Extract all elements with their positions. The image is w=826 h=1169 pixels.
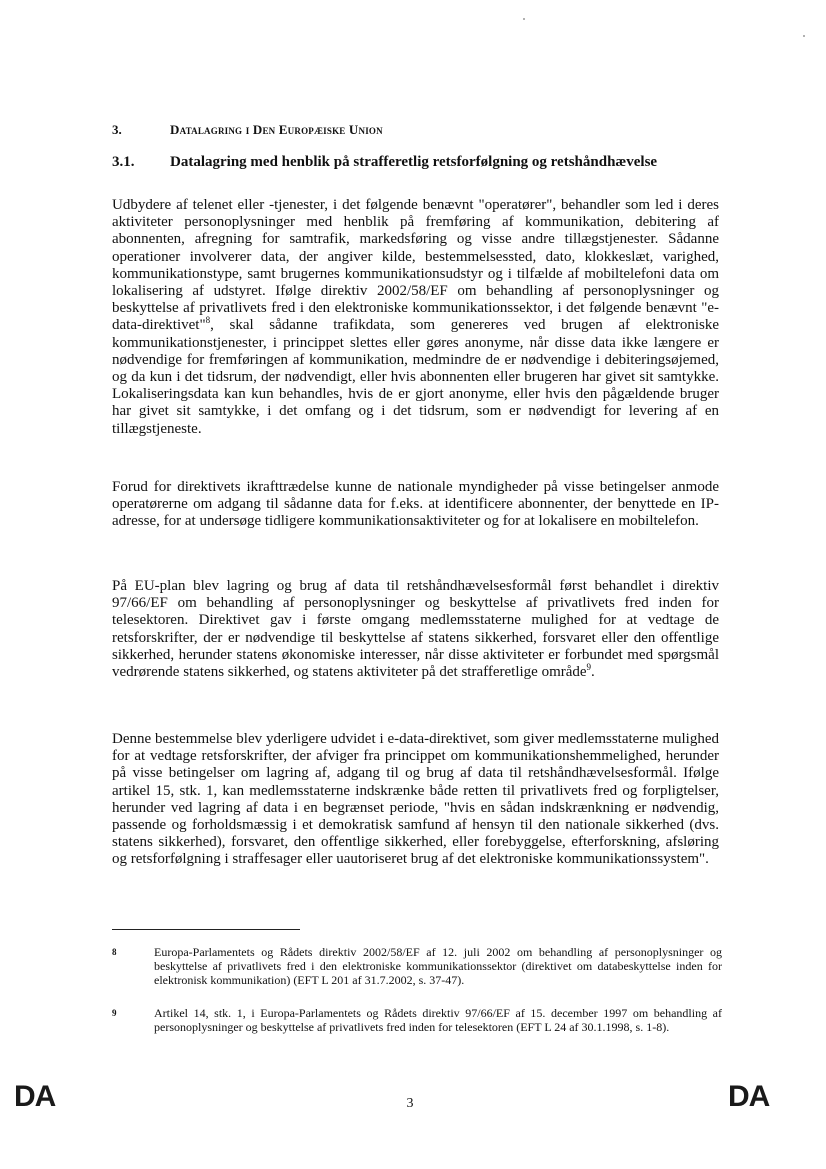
paragraph-text: . bbox=[591, 664, 595, 681]
paragraph-text: , skal sådanne trafikdata, som genereres ved brugen af elektroniske kommunikationstjenester, i princippet slettes eller gøres anonyme, når disse data ikke længere er nødvendige for fremføringen af kommunikation, medmindre de er nødvendige i debiteringsøjemed, og da kun i det tidsrum, der nødvendigt, eller hvis abonnenten eller brugeren har givet sit samtykke. Lokaliseringsdata kan kun behandles, hvis de er gjort anonyme, eller hvis den pågældende bruger har givet sit samtykke, i det omfang og i det tidsrum, som er nødvendigt for levering af en tillægstjeneste. bbox=[112, 317, 719, 437]
paragraph-operators bbox=[112, 197, 719, 438]
page-number: 3 bbox=[406, 1096, 414, 1111]
paragraph-national-authorities: Forud for direktivets ikrafttrædelse kunne de nationale myndigheder på visse betingelser anmode operatørerne om adgang til sådanne data for f.eks. at identificere abonnenter, der benyttede en IP-adresse, for at undersøge tidligere kommunikationsaktiviteter og for at lokalisere en mobiltelefon. bbox=[112, 479, 719, 530]
footnote-text: Europa-Parlamentets og Rådets direktiv 2002/58/EF af 12. juli 2002 om behandling af personoplysninger og beskyttelse af privatlivets fred i den elektroniske kommunikationssektor (direktivet om databeskyttelse inden for elektronisk kommunikation) (EFT L 201 af 31.7.2002, s. 37-47). bbox=[154, 945, 722, 987]
footnote-separator bbox=[112, 929, 300, 930]
paragraph-text: Udbydere af telenet eller -tjenester, i det følgende benævnt "operatører", behandler som led i deres aktiviteter personoplysninger med henblik på fremføring af kommunikation, debitering af abonnenten, afregning for samtrafik, markedsføring og visse andre tillægstjenester. Sådanne operationer involverer data, der angiver kilde, bestemmelsessted, dato, klokkeslæt, varighed, kommunikationstype, samt brugernes kommunikationsudstyr og i tilfælde af mobiltelefoni data om lokalisering af udstyret. Ifølge direktiv 2002/58/EF om behandling af personoplysninger og beskyttelse af privatlivets fred i den elektroniske kommunikationssektor, i det følgende benævnt "e-data-direktivet" bbox=[112, 197, 719, 334]
section-number: 3. bbox=[112, 122, 122, 137]
footnote-ref-9[interactable]: 9 bbox=[586, 662, 592, 673]
subsection-heading bbox=[112, 154, 732, 171]
footnote-ref-8[interactable]: 8 bbox=[205, 315, 211, 326]
language-code-left: DA bbox=[14, 1080, 56, 1113]
scan-speck bbox=[803, 35, 805, 37]
paragraph-e-data-directive: Denne bestemmelse blev yderligere udvidet i e-data-direktivet, som giver medlemsstaterne mulighed for at vedtage retsforskrifter, der afviger fra princippet om kommunikationshemmelighed, herunder på visse betingelser om lagring af, adgang til og brug af data til retshåndhævelsesformål. Ifølge artikel 15, stk. 1, kan medlemsstaterne indskrænke både retten til privatlivets fred og forpligtelser, herunder ved lagring af data i en begrænset periode, "hvis en sådan indskrænkning er nødvendig, passende og forholdsmæssig i et demokratisk samfund af hensyn til den nationale sikkerhed (dvs. statens sikkerhed), forsvaret, den offentlige sikkerhed, eller forebyggelse, efterforskning, afsløring og retsforfølgning i straffesager eller uautoriseret brug af det elektroniske kommunikationssystem". bbox=[112, 731, 719, 868]
scan-speck bbox=[523, 18, 525, 20]
footnote-8 bbox=[112, 945, 722, 987]
footnote-9 bbox=[112, 1006, 722, 1034]
paragraph-eu-level bbox=[112, 578, 719, 681]
subsection-number: 3.1. bbox=[112, 154, 135, 170]
paragraph-text: På EU-plan blev lagring og brug af data til retshåndhævelsesformål først behandlet i direktiv 97/66/EF om behandling af personoplysninger og beskyttelse af privatlivets fred inden for telesektoren. Direktivet gav i første omgang medlemsstaterne mulighed for at vedtage de retsforskrifter, der er nødvendige til beskyttelse af statens sikkerhed, forsvaret eller den offentlige sikkerhed, herunder statens økonomiske interesser, når disse aktiviteter er forbundet med spørgsmål vedrørende statens sikkerhed, og statens aktiviteter på det strafferetlige område bbox=[112, 578, 719, 681]
footnote-text: Artikel 14, stk. 1, i Europa-Parlamentets og Rådets direktiv 97/66/EF af 15. december 1997 om behandling af personoplysninger og beskyttelse af privatlivets fred inden for telesektoren (EFT L 24 af 30.1.1998, s. 1-8). bbox=[154, 1006, 722, 1034]
footnote-mark: 8 bbox=[112, 947, 117, 957]
section-heading bbox=[112, 122, 732, 138]
language-code-right: DA bbox=[728, 1080, 770, 1113]
footnote-mark: 9 bbox=[112, 1008, 117, 1018]
section-title: Datalagring i Den Europæiske Union bbox=[170, 122, 383, 137]
subsection-title: Datalagring med henblik på strafferetlig retsforfølgning og retshåndhævelse bbox=[170, 154, 658, 170]
